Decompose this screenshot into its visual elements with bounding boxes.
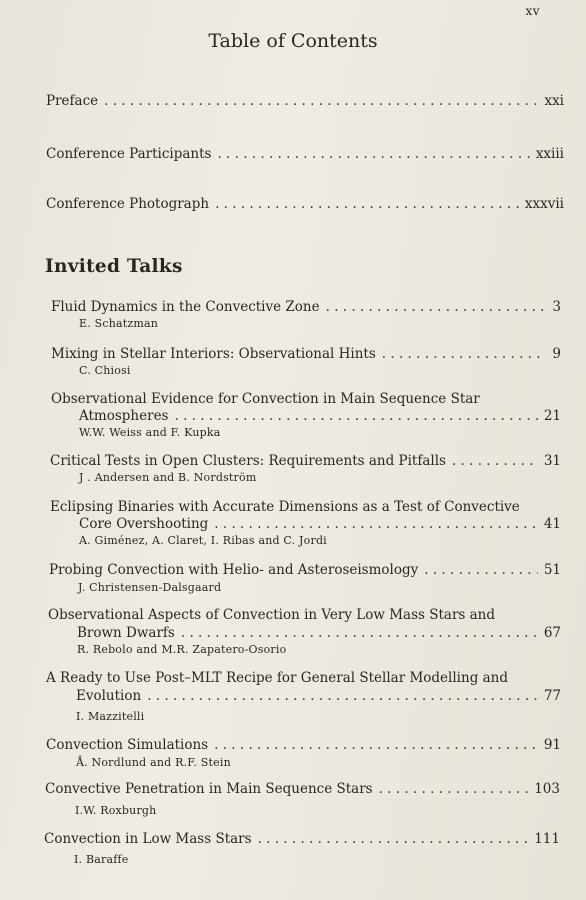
page-title: Table of Contents — [208, 30, 378, 52]
talk-page: 111 — [534, 831, 560, 847]
toc-talk-title — [45, 781, 560, 797]
toc-entry-preface — [46, 93, 564, 109]
talk-authors: I. Baraffe — [74, 853, 129, 866]
dot-leader — [181, 625, 538, 641]
talk-page: 21 — [543, 408, 561, 424]
toc-talk-title — [51, 299, 561, 315]
dot-leader — [258, 831, 529, 847]
entry-label: Preface — [46, 93, 99, 109]
talk-page: 67 — [543, 625, 561, 641]
dot-leader — [215, 196, 519, 212]
talk-title-text: Convection Simulations — [46, 737, 209, 753]
dot-leader — [217, 146, 529, 162]
dot-leader — [424, 562, 538, 578]
talk-title-text: Evolution — [76, 688, 142, 704]
talk-title-text: Critical Tests in Open Clusters: Requirements and Pitfalls — [50, 453, 446, 469]
entry-label: Conference Participants — [46, 146, 212, 162]
dot-leader — [147, 688, 538, 704]
talk-title-text: A Ready to Use Post–MLT Recipe for General Stellar Modelling and — [46, 670, 509, 686]
section-heading: Invited Talks — [45, 256, 183, 277]
talk-authors: R. Rebolo and M.R. Zapatero-Osorio — [77, 643, 287, 656]
page-number: xv — [525, 4, 540, 18]
toc-entry-conference-participants — [46, 146, 564, 162]
toc-talk-title — [76, 688, 561, 704]
talk-title-text: Atmospheres — [79, 408, 169, 424]
talk-authors: J . Andersen and B. Nordström — [79, 471, 257, 484]
talk-authors: J. Christensen-Dalsgaard — [78, 581, 222, 594]
toc-talk-title — [79, 516, 561, 532]
talk-title-text: Mixing in Stellar Interiors: Observational Hints — [51, 346, 376, 362]
talk-title-text: Convective Penetration in Main Sequence Stars — [45, 781, 373, 797]
talk-page: 77 — [543, 688, 561, 704]
toc-talk-title — [79, 408, 561, 424]
talk-page: 3 — [552, 299, 561, 315]
talk-title-text: Probing Convection with Helio- and Asteroseismology — [49, 562, 419, 578]
talk-authors: Å. Nordlund and R.F. Stein — [76, 756, 231, 769]
talk-page: 41 — [543, 516, 561, 532]
toc-talk-title — [77, 625, 561, 641]
talk-title-text: Core Overshooting — [79, 516, 209, 532]
talk-page: 51 — [543, 562, 561, 578]
talk-authors: I.W. Roxburgh — [75, 804, 157, 817]
dot-leader — [175, 408, 538, 424]
talk-authors: I. Mazzitelli — [76, 710, 145, 723]
talk-page: 103 — [534, 781, 560, 797]
dot-leader — [214, 737, 538, 753]
talk-authors: E. Schatzman — [79, 317, 159, 330]
dot-leader — [382, 346, 547, 362]
entry-page: xxxvii — [524, 196, 564, 212]
toc-talk-title — [51, 346, 561, 362]
dot-leader — [214, 516, 538, 532]
toc-talk-title — [49, 562, 561, 578]
toc-entry-conference-photograph — [46, 196, 564, 212]
talk-title-text: Eclipsing Binaries with Accurate Dimensions as a Test of Convective — [50, 499, 520, 515]
talk-page: 31 — [543, 453, 561, 469]
talk-title-text: Fluid Dynamics in the Convective Zone — [51, 299, 320, 315]
dot-leader — [379, 781, 529, 797]
dot-leader — [326, 299, 547, 315]
talk-page: 9 — [552, 346, 561, 362]
toc-talk-title — [44, 831, 560, 847]
talk-title-text: Observational Evidence for Convection in Main Sequence Star — [51, 391, 480, 407]
talk-authors: W.W. Weiss and F. Kupka — [79, 426, 221, 439]
entry-page: xxi — [544, 93, 564, 109]
talk-title-text: Observational Aspects of Convection in Very Low Mass Stars and — [48, 607, 496, 623]
talk-page: 91 — [543, 737, 561, 753]
entry-label: Conference Photograph — [46, 196, 210, 212]
dot-leader — [452, 453, 538, 469]
entry-page: xxiii — [535, 146, 564, 162]
toc-talk-title — [46, 737, 561, 753]
toc-talk-title — [50, 453, 561, 469]
talk-authors: A. Giménez, A. Claret, I. Ribas and C. Jordi — [79, 534, 327, 547]
dot-leader — [104, 93, 538, 109]
talk-authors: C. Chiosi — [79, 364, 131, 377]
talk-title-text: Brown Dwarfs — [77, 625, 175, 641]
talk-title-text: Convection in Low Mass Stars — [44, 831, 252, 847]
